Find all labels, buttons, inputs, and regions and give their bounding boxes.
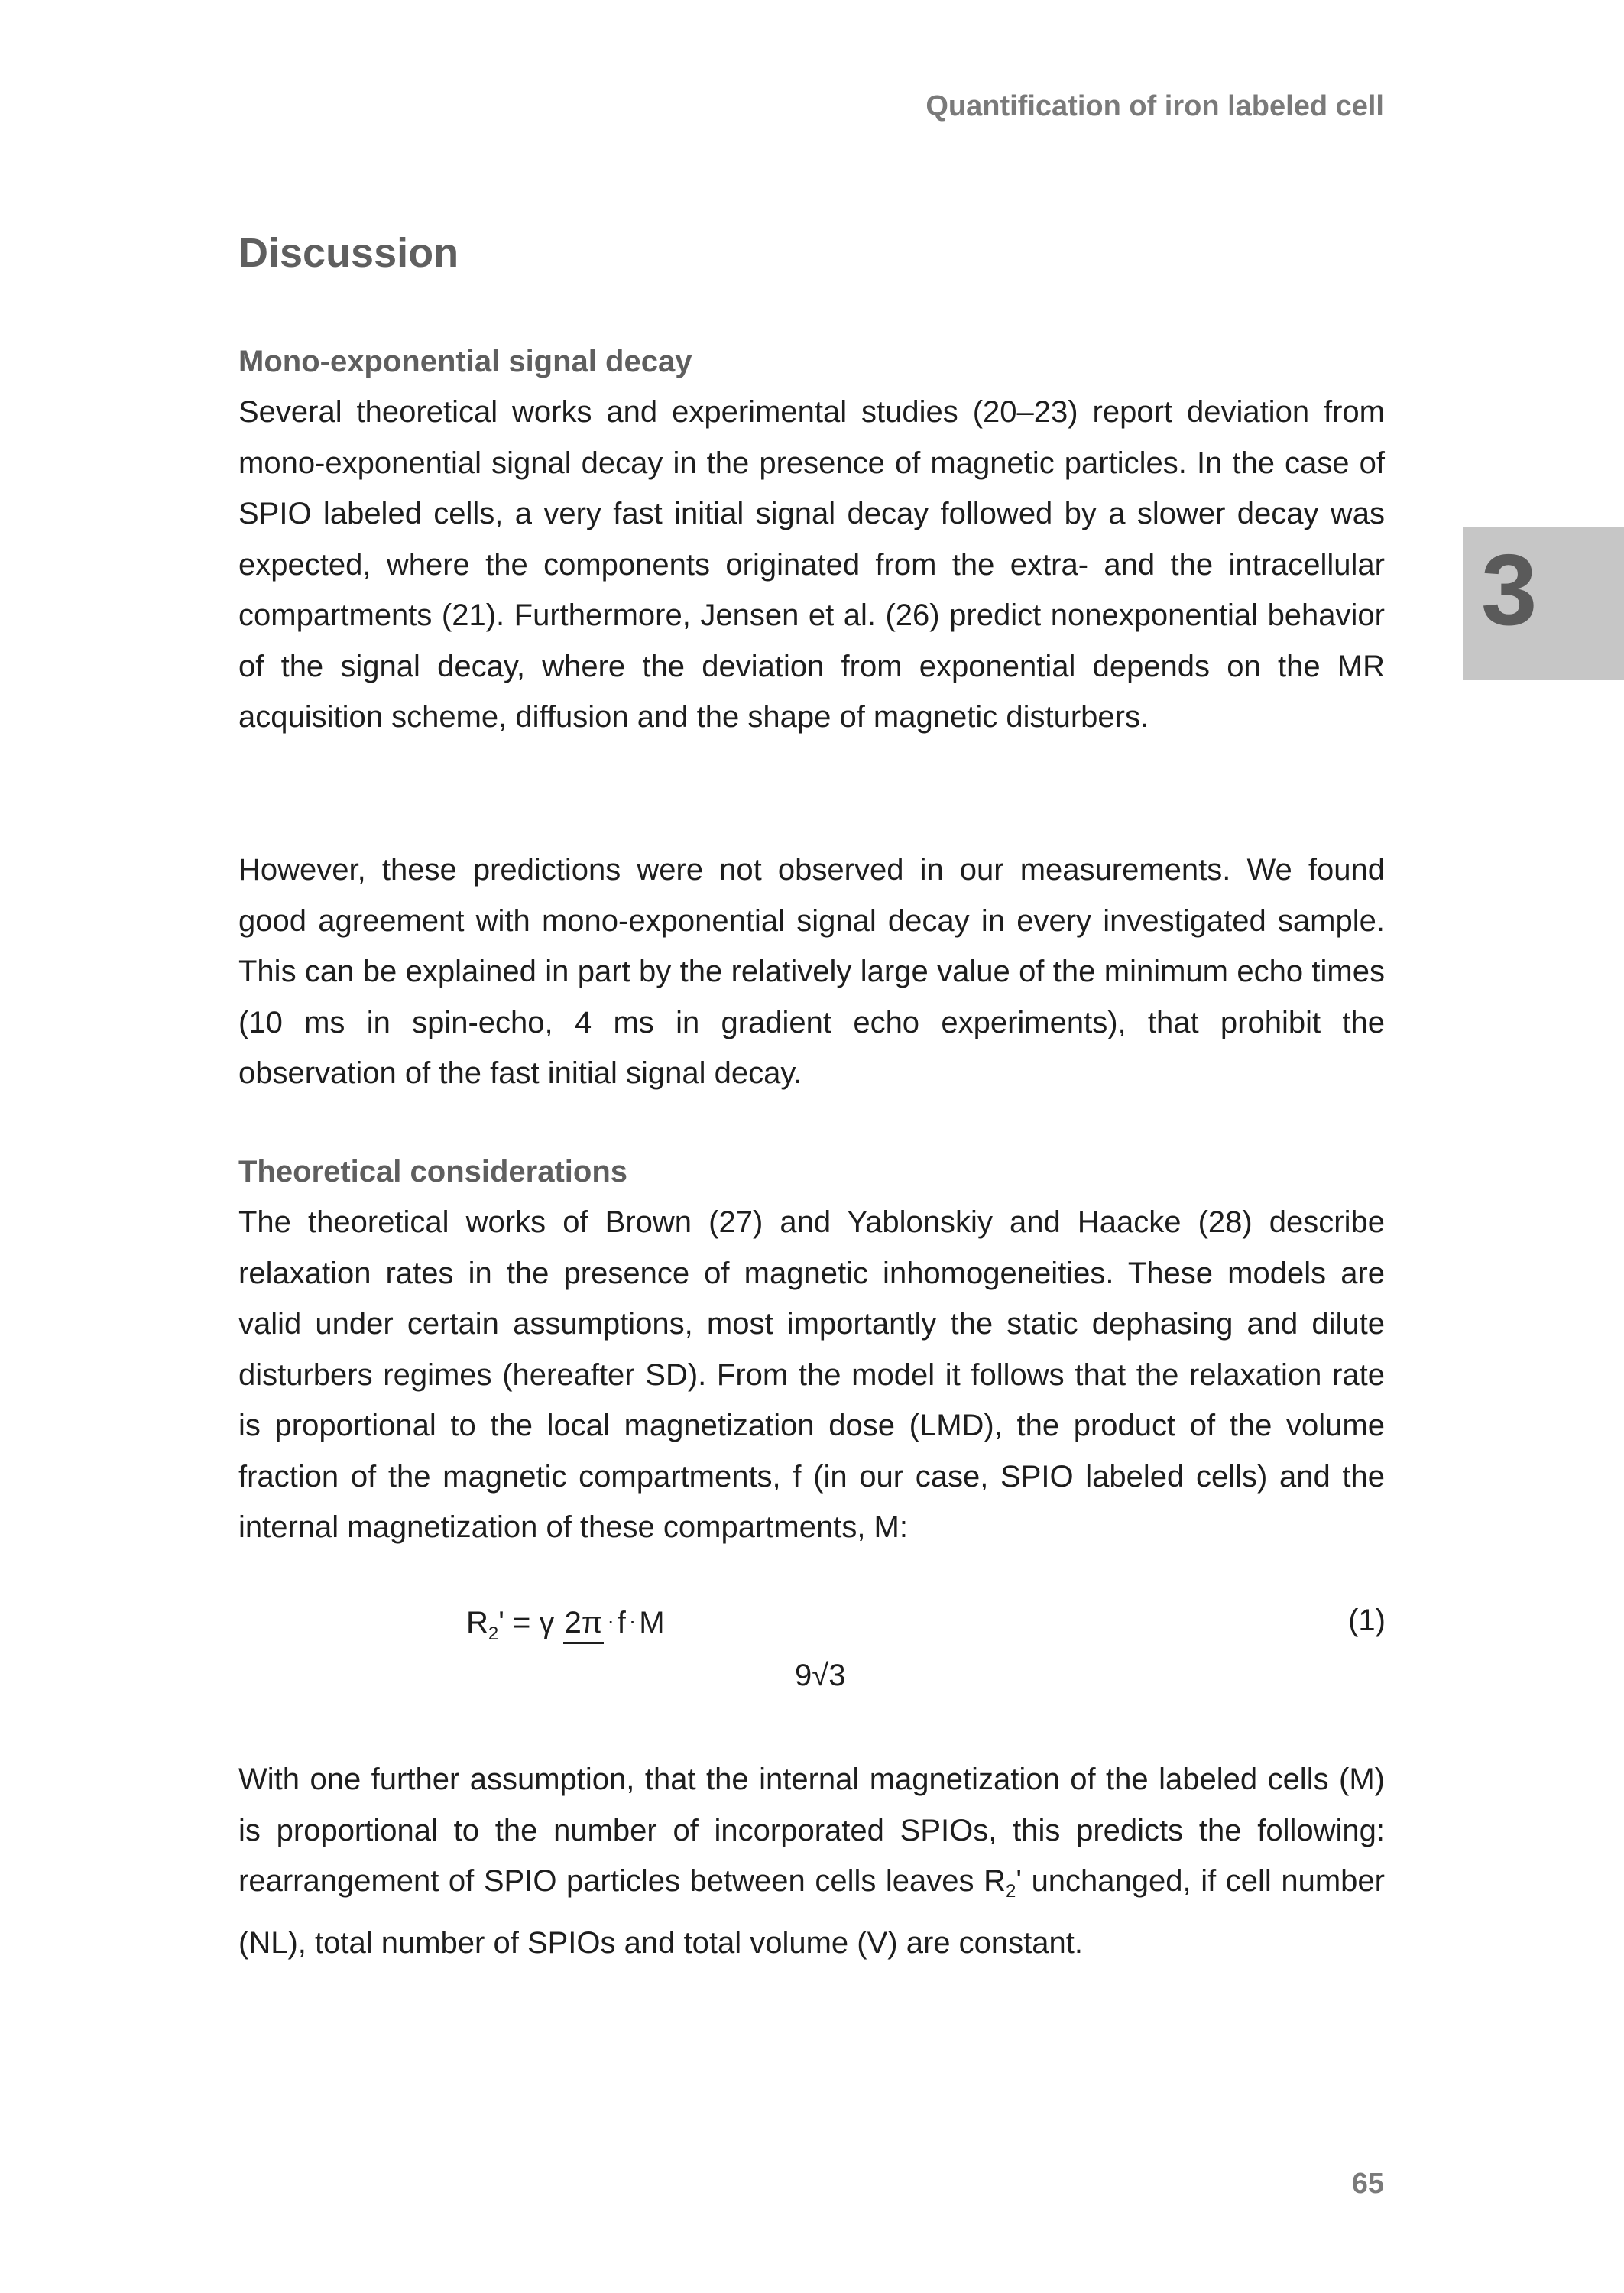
equation-dot-2: · bbox=[628, 1609, 637, 1633]
equation-number: (1) bbox=[1348, 1604, 1386, 1637]
paragraph-theoretical: The theoretical works of Brown (27) and Yablonskiy and Haacke (28) describe relaxation rates in the presence of magnetic inhomogeneities. These models are valid under certain assumptions, most importantly the static dephasing and dilute disturbers regimes (hereafter SD). From the model it follows that the relaxation rate is proportional to the local magnetization dose (LMD), the product of the volume fraction of the magnetic compartments, f (in our case, SPIO labeled cells) and the internal magnetization of these compartments, M: bbox=[238, 1205, 1385, 1544]
section-theoretical bbox=[238, 1146, 1385, 1553]
paragraph-assumption-part1: With one further assumption, that the internal magnetization of the labeled cells (M) is proportional to the number of incorporated SPIOs, this predicts the following: rearrangement of SPIO particles between cells leaves R bbox=[238, 1763, 1385, 1898]
section-mono-exponential bbox=[238, 336, 1385, 743]
paragraph-predictions: However, these predictions were not observed in our measurements. We found good agreement with mono-exponential signal decay in every investigated sample. This can be explained in part by the relatively large value of the minimum echo times (10 ms in spin-echo, 4 ms in gradient echo experiments), that prohibit the observation of the fast initial signal decay. bbox=[238, 853, 1385, 1090]
subhead-mono-exponential: Mono-exponential signal decay bbox=[238, 345, 692, 378]
equation-lhs-sub: 2 bbox=[488, 1623, 499, 1644]
chapter-tab bbox=[1463, 527, 1624, 680]
paragraph-assumption bbox=[238, 1754, 1385, 1968]
page-number: 65 bbox=[1351, 2168, 1384, 2200]
subhead-theoretical: Theoretical considerations bbox=[238, 1155, 628, 1189]
paragraph-mono-exponential: Several theoretical works and experimental studies (20–23) report deviation from mono-exponential signal decay in the presence of magnetic particles. In the case of SPIO labeled cells, a very fast initial signal decay followed by a slower decay was expected, where the components originated from the extra- and the intracellular compartments (21). Furthermore, Jensen et al. (26) predict nonexponential behavior of the signal decay, where the deviation from exponential depends on the MR acquisition scheme, diffusion and the shape of magnetic disturbers. bbox=[238, 395, 1385, 734]
section-predictions bbox=[238, 845, 1385, 1099]
equation-denominator: 9√3 bbox=[795, 1659, 846, 1692]
equation-prime-eq: ' = γ bbox=[498, 1606, 555, 1639]
paragraph-assumption-sub: 2 bbox=[1006, 1881, 1016, 1902]
chapter-number: 3 bbox=[1481, 534, 1538, 646]
equation-dot-1: · bbox=[607, 1609, 614, 1633]
paragraph-assumption-part2: ' unchanged, if cell number (NL), total number of SPIOs and total volume (V) are constant. bbox=[238, 1864, 1385, 1960]
equation-lhs: R bbox=[466, 1606, 488, 1639]
equation-f: f bbox=[617, 1606, 626, 1639]
equation-M: M bbox=[639, 1606, 665, 1639]
section-title: Discussion bbox=[238, 230, 459, 276]
running-head: Quantification of iron labeled cell bbox=[925, 90, 1384, 122]
equation-numerator: 2π bbox=[563, 1604, 605, 1644]
equation bbox=[466, 1604, 665, 1645]
section-assumption bbox=[238, 1754, 1385, 1968]
